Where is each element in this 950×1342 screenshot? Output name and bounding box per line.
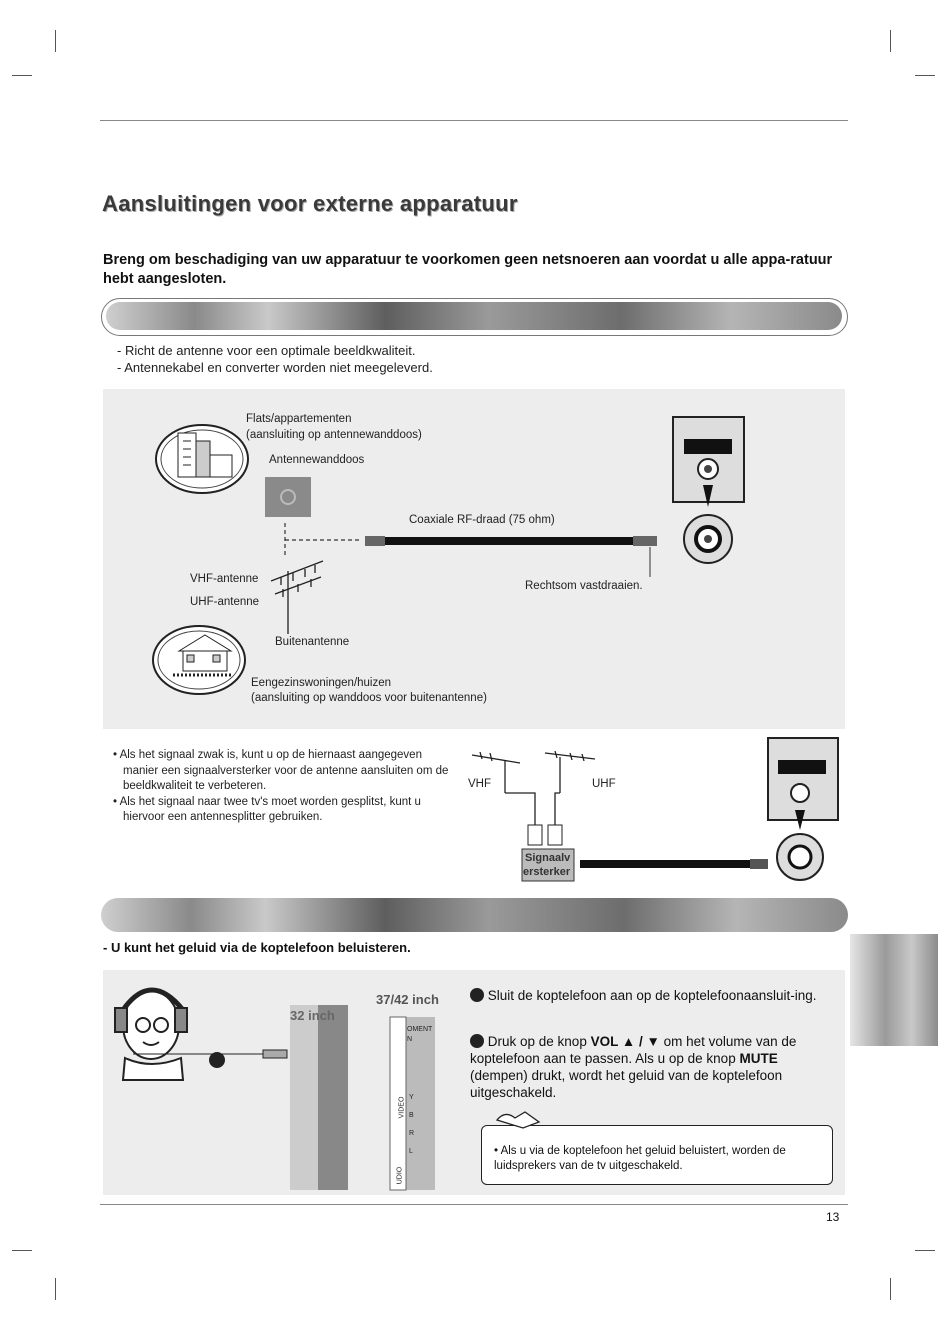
- crop-mark: [55, 1278, 56, 1300]
- step-2-mute: MUTE: [739, 1051, 778, 1066]
- signal-bullets: [113, 748, 458, 826]
- signal-bullet: • Als het signaal naar twee tv's moet worden gesplitst, kunt u hiervoor een antennesplitter gebruiken.: [113, 795, 421, 823]
- label-vhf: VHF-antenne: [190, 573, 259, 585]
- coax-connector: [633, 536, 657, 546]
- jack-label-n: N: [407, 1036, 413, 1043]
- crop-mark: [915, 75, 935, 76]
- house-icon: [153, 626, 245, 694]
- label-amp-vhf: VHF: [468, 778, 491, 790]
- person-with-headphones: [115, 990, 187, 1080]
- crop-mark: [55, 30, 56, 52]
- page-number: 13: [826, 1210, 840, 1224]
- label-houses: Eengezinswoningen/huizen: [251, 677, 392, 689]
- page-title: Aansluitingen voor externe apparatuur: [102, 191, 518, 216]
- jack-label-component: OMENT: [407, 1026, 433, 1033]
- note-icon: [495, 1108, 545, 1130]
- wall-socket: [265, 477, 311, 517]
- label-houses-sub: (aansluiting op wanddoos voor buitenantenne): [251, 692, 487, 704]
- headphone-intro: - U kunt het geluid via de koptelefoon beluisteren.: [103, 940, 411, 955]
- size-37-num: 37/42: [376, 992, 409, 1007]
- footer-rule: [100, 1204, 848, 1205]
- section-band-antenna: [106, 302, 842, 330]
- jack-label-l: L: [409, 1148, 413, 1155]
- crop-mark: [915, 1250, 935, 1251]
- size-32-label: [290, 1008, 335, 1023]
- note-text: • Als u via de koptelefoon het geluid beluistert, worden de luidsprekers van de tv uitgeschakeld.: [494, 1145, 786, 1172]
- jack-label-y: Y: [409, 1094, 414, 1101]
- step-2-pre: Druk op de knop: [487, 1034, 591, 1049]
- crop-mark: [890, 30, 891, 52]
- step-bullet: [470, 1034, 484, 1048]
- antenna-diagram: [103, 389, 845, 729]
- label-amp-uhf: UHF: [592, 778, 616, 790]
- coax-cable: [385, 537, 633, 545]
- label-flats: Flats/appartementen: [246, 413, 352, 425]
- step-bullet: [470, 988, 484, 1002]
- step-1: [470, 987, 830, 1004]
- label-coax: Coaxiale RF-draad (75 ohm): [409, 514, 555, 526]
- label-wall-socket: Antennewanddoos: [269, 454, 365, 466]
- size-37-unit: inch: [412, 992, 439, 1007]
- coax-connector: [365, 536, 385, 546]
- outdoor-antenna: [271, 561, 323, 634]
- amplifier-diagram: [460, 735, 850, 890]
- crop-mark: [890, 1278, 891, 1300]
- jack-label-pb: B: [409, 1112, 414, 1119]
- size-37-label: [376, 992, 439, 1007]
- antenna-note: - Richt de antenne voor een optimale beeldkwaliteit.: [117, 343, 416, 358]
- signal-bullet: • Als het signaal zwak is, kunt u op de hiernaast aangegeven manier een signaalversterker voor de antenne aansluiten om de beeldkwaliteit te verbeteren.: [113, 749, 449, 792]
- size-32-num: 32: [290, 1008, 305, 1023]
- step-2-post: (dempen) drukt, wordt het geluid van de koptelefoon uitgeschakeld.: [470, 1068, 783, 1100]
- step-1-text: Sluit de koptelefoon aan op de koptelefoonaansluit-ing.: [487, 988, 817, 1003]
- crop-mark: [12, 1250, 32, 1251]
- antenna-note: - Antennekabel en converter worden niet meegeleverd.: [117, 360, 433, 375]
- jack-label-pr: R: [409, 1130, 415, 1137]
- jack-label-video: VIDEO: [398, 1096, 406, 1119]
- label-flats-sub: (aansluiting op antennewanddoos): [246, 429, 422, 441]
- step-2-vol: VOL ▲ / ▼: [590, 1034, 660, 1049]
- section-band-headphone: [101, 898, 848, 932]
- header-rule: [100, 120, 848, 121]
- size-32-unit: inch: [308, 1008, 335, 1023]
- step-2: [470, 1033, 830, 1101]
- label-uhf: UHF-antenne: [190, 596, 260, 608]
- tv-back-panel: [768, 738, 838, 820]
- warning-text: Breng om beschadiging van uw apparatuur te voorkomen geen netsnoeren aan voordat u alle appa-ratuur hebt aangesloten.: [103, 252, 833, 287]
- antenna-diagram-panel: [103, 389, 845, 729]
- label-outdoor: Buitenantenne: [275, 636, 350, 648]
- side-tab: [850, 934, 938, 1046]
- label-tighten: Rechtsom vastdraaien.: [525, 580, 643, 592]
- note-box: [481, 1125, 833, 1185]
- step-2-mid: om het volume van de koptelefoon aan te passen. Als u op de knop: [470, 1034, 797, 1066]
- label-amp-2: ersterker: [523, 866, 571, 878]
- label-amp-1: Signaalv: [525, 852, 571, 864]
- jack-label-audio: UDIO: [396, 1166, 404, 1185]
- apartment-icon: [156, 425, 248, 493]
- crop-mark: [12, 75, 32, 76]
